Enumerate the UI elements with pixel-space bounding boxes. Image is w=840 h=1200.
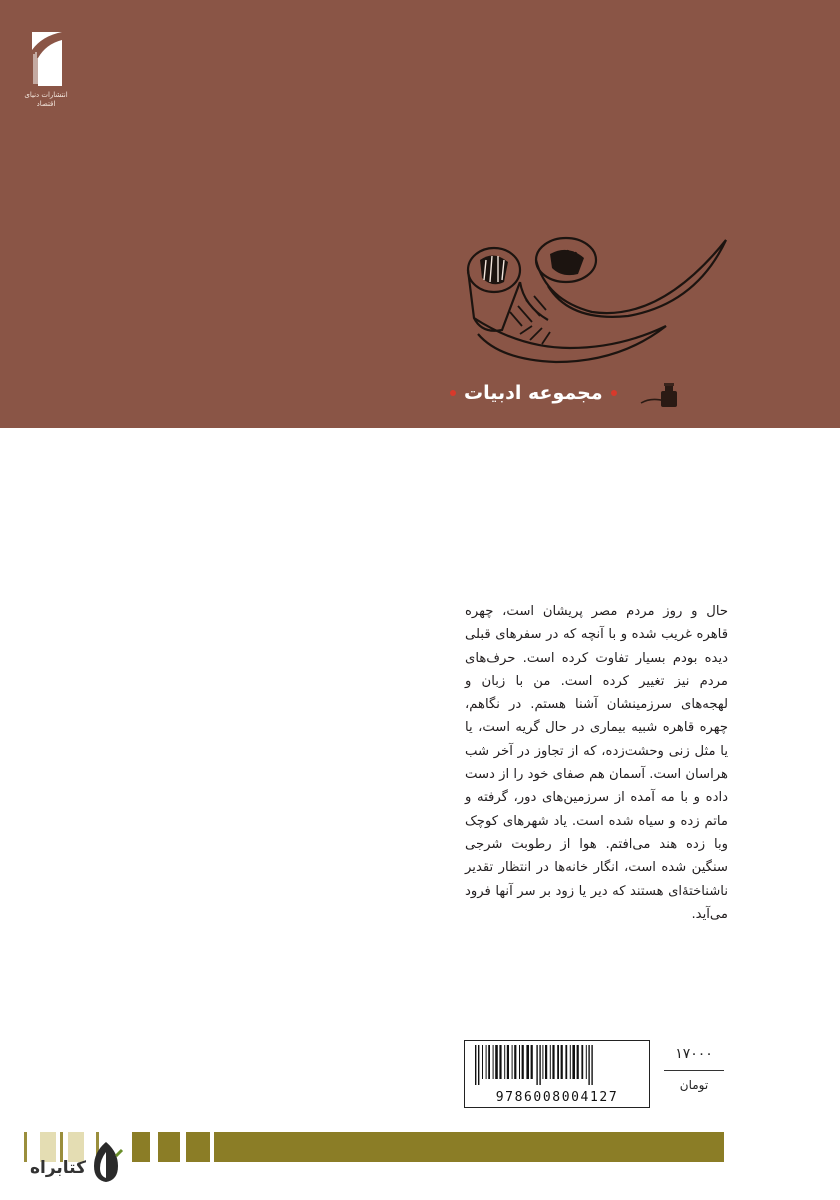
horn-illustration <box>460 230 736 370</box>
barcode-bar <box>536 1045 537 1085</box>
bottom-stripe <box>158 1132 180 1162</box>
barcode-bar <box>493 1045 494 1079</box>
barcode-bar <box>581 1045 583 1079</box>
barcode-bar <box>514 1045 516 1079</box>
barcode-bar <box>552 1045 554 1079</box>
barcode-bar <box>586 1045 587 1079</box>
barcode-bar <box>486 1045 487 1079</box>
isbn-number: 9786008004127 <box>495 1090 619 1105</box>
cover-top-band <box>0 0 840 428</box>
series-dot-left <box>450 390 456 396</box>
barcode-bar <box>545 1045 547 1079</box>
barcode-bar <box>519 1045 520 1079</box>
bottom-bar <box>214 1132 724 1162</box>
watermark-logo-icon <box>88 1140 124 1184</box>
inkwell-icon <box>639 377 683 409</box>
barcode-bar <box>475 1045 476 1085</box>
watermark-label: کتابراه <box>29 1158 86 1178</box>
barcode-bar <box>588 1045 589 1085</box>
barcode-bar <box>565 1045 567 1079</box>
barcode-bar <box>531 1045 533 1079</box>
bottom-stripe <box>186 1132 210 1162</box>
series-title: مجموعه ادبیات <box>464 382 603 404</box>
barcode-bar <box>591 1045 592 1085</box>
barcode-bar <box>550 1045 551 1079</box>
bottom-stripe <box>132 1132 150 1162</box>
barcode-bar <box>482 1045 483 1079</box>
isbn-barcode <box>464 1040 650 1108</box>
publisher-logo <box>24 30 68 109</box>
barcode-bar <box>572 1045 575 1079</box>
barcode-bar <box>504 1045 505 1079</box>
barcode-bar <box>570 1045 571 1079</box>
back-cover-blurb <box>465 600 728 926</box>
barcode-bar <box>507 1045 509 1079</box>
barcode-bar <box>542 1045 543 1079</box>
barcode-bar <box>512 1045 513 1079</box>
blurb-text: حال و روز مردم مصر پریشان است، چهره قاهره غریب شده و با آنچه که در سفرهای قبلی دیده بودم بسیار تفاوت کرده است. حرف‌های مردم نیز تغییر کرده است. من با زبان و لهجه‌های سرزمینشان آشنا هستم. در نگاهم، چهره قاهره شبیه بیماری در حال گریه است، یا یا مثل زنی وحشت‌زده، که از تجاوز در آخر شب هراسان است. آسمان هم صفای خود را از دست داده و با مه آمده از سرزمین‌های دور، گرفته و ماتم زده و سیاه شده است. یاد شهرهای کوچک وبا زده هند می‌افتم. هوا از رطوبت شرجی سنگین شده است، انگار خانه‌ها در انتظار تقدیر ناشناختهٔ‌ای هستند که دیر یا زود بر سر آنها فرود می‌آید. <box>465 604 728 922</box>
publisher-emblem-icon <box>24 30 68 88</box>
series-row <box>450 376 730 410</box>
barcode-bars <box>473 1045 641 1085</box>
barcode-bar <box>526 1045 529 1079</box>
barcode-bar <box>539 1045 540 1085</box>
barcode-bar <box>557 1045 559 1079</box>
barcode-bar <box>522 1045 524 1079</box>
barcode-bar <box>478 1045 479 1085</box>
barcode-bar <box>488 1045 490 1079</box>
barcode-bar <box>577 1045 579 1079</box>
series-dot-right <box>611 390 617 396</box>
barcode-bar <box>561 1045 563 1079</box>
publisher-name: انتشارات دنیای اقتصاد <box>24 91 68 108</box>
price-amount: ۱۷۰۰۰ <box>675 1046 713 1062</box>
barcode-bar <box>495 1045 498 1079</box>
price-divider <box>664 1070 724 1071</box>
price-currency: تومان <box>679 1078 709 1092</box>
barcode-bar <box>499 1045 501 1079</box>
